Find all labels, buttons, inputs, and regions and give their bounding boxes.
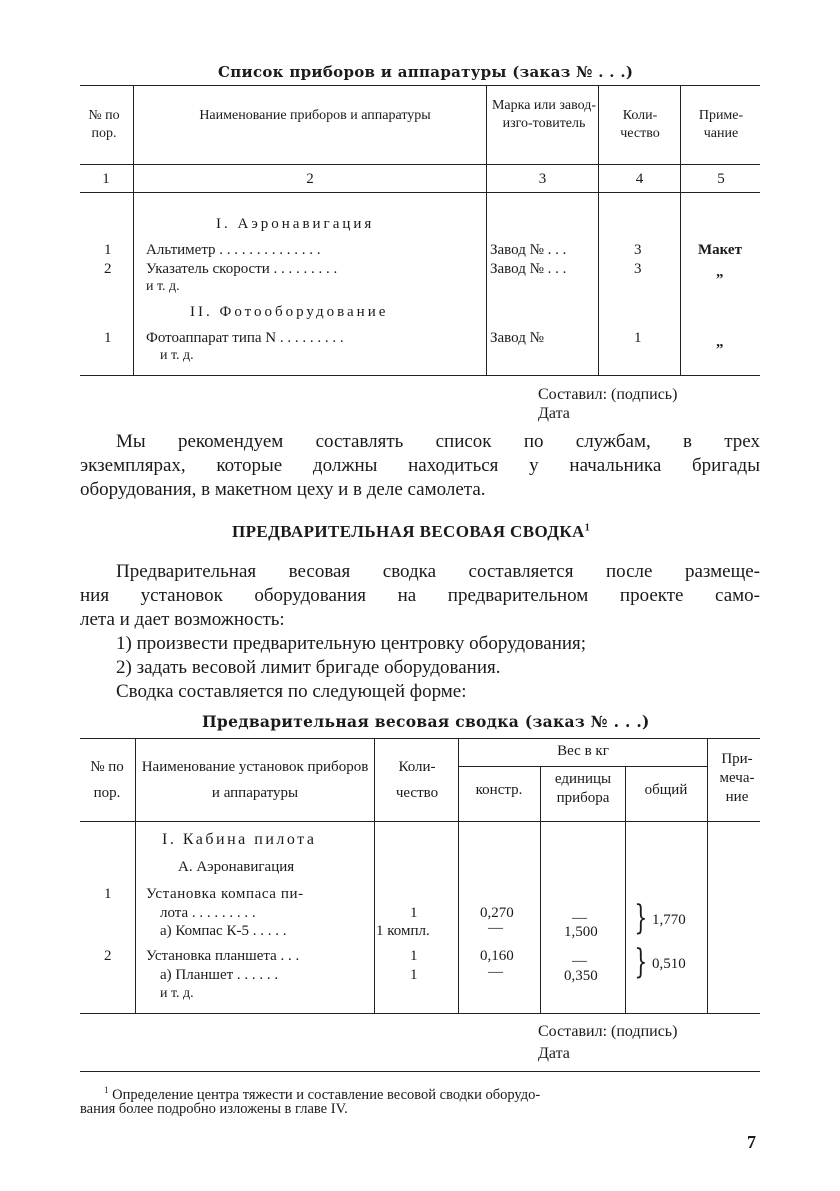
- heading-footnote-mark: 1: [584, 522, 591, 534]
- table2-header-qty: Коли-чество: [395, 759, 439, 801]
- table2-subsection: А. Аэронавигация: [178, 859, 295, 875]
- table2-r2-brace: }: [634, 942, 648, 982]
- table1-row2-note: „: [716, 264, 724, 280]
- table1-col-divider: [680, 85, 681, 375]
- table2-r1-num: 1: [104, 886, 112, 902]
- table1-row3-num: 1: [104, 330, 112, 346]
- table2-r2-total: 0,510: [652, 956, 686, 972]
- table2-r1-total: 1,770: [652, 912, 686, 928]
- table1-col-divider: [598, 85, 599, 375]
- footnote-line2: вания более подробно изложены в главе IV.: [80, 1101, 348, 1117]
- paragraph2-line5: 2) задать весовой лимит бригаде оборудования.: [116, 657, 501, 678]
- table1-header-name: Наименование приборов и аппаратуры: [199, 108, 431, 123]
- table1-colnum-2: 2: [306, 171, 314, 187]
- paragraph2-line4: 1) произвести предварительную центровку оборудования;: [116, 633, 587, 654]
- section-heading-text: ПРЕДВАРИТЕЛЬНАЯ ВЕСОВАЯ СВОДКА: [232, 522, 585, 541]
- table2-r1-unit-a: —: [572, 910, 587, 926]
- table2-header-num: № по пор.: [90, 759, 124, 801]
- table2-r2-constr-b: —: [488, 964, 503, 980]
- table1-row3-name: Фотоаппарат типа N . . . . . . . . .: [146, 330, 344, 346]
- table2-r2-name-b: а) Планшет . . . . . .: [160, 967, 279, 983]
- table1-row1-name: Альтиметр . . . . . . . . . . . . . .: [146, 242, 321, 258]
- table1-row2-num: 2: [104, 261, 112, 277]
- table2-header-rule: [80, 821, 760, 822]
- table2-header-name: Наименование установок приборов и аппаратуры: [141, 759, 369, 801]
- table1-row1-num: 1: [104, 242, 112, 258]
- table1-row3-maker: Завод №: [490, 330, 544, 346]
- table2-r2-constr-a: 0,160: [480, 948, 514, 964]
- table1-section-photo: II. Фотооборудование: [190, 304, 389, 320]
- section-heading: [232, 522, 590, 542]
- table2-r2-unit-a: —: [572, 953, 587, 969]
- table1-header-qty: Коли-чество: [620, 108, 660, 141]
- table2-compiled: Составил: (подпись): [538, 1023, 678, 1040]
- table2-r2-qty-a: 1: [410, 948, 418, 964]
- table2-date: Дата: [538, 1045, 570, 1062]
- table2-col-divider: [625, 766, 626, 1013]
- table2-r1-qty-a: 1: [410, 905, 418, 921]
- paragraph1-line2: экземплярах, которые должны находиться у начальника бригады: [80, 455, 760, 476]
- table1-date: Дата: [538, 405, 570, 422]
- table2-col-divider: [374, 738, 375, 1013]
- table1-header-rule: [80, 164, 760, 165]
- table2-r1-name-c: а) Компас К-5 . . . . .: [160, 923, 287, 939]
- table1-row3-qty: 1: [634, 330, 642, 346]
- table2-r1-qty-b: 1 компл.: [376, 923, 430, 939]
- footnote-mark: 1: [104, 1085, 109, 1095]
- table2-top-rule: [80, 738, 760, 739]
- table1-header-maker: Марка или завод-изго-товитель: [491, 98, 597, 131]
- table1-colnum-4: 4: [635, 171, 644, 187]
- table1-header-num: № по пор.: [88, 108, 120, 141]
- table1-col-divider: [486, 85, 487, 375]
- paragraph2-line6: Сводка составляется по следующей форме:: [116, 681, 467, 702]
- table2-r1-name-a: Установка компаса пи-: [146, 886, 304, 902]
- table2-r1-constr-a: 0,270: [480, 905, 514, 921]
- table1-numbers-rule: [80, 192, 760, 193]
- table2-header-weight: Вес в кг: [557, 743, 609, 759]
- footnote-rule: [80, 1071, 760, 1072]
- table2-r2-unit-b: 0,350: [564, 968, 598, 984]
- table2-col-divider: [540, 766, 541, 1013]
- table2-header-total: общий: [644, 782, 688, 798]
- table2-header-note: При-меча-ние: [719, 751, 755, 805]
- table1-row3-note: „: [716, 334, 724, 350]
- table1-bottom-rule: [80, 375, 760, 376]
- table1-row1-maker: Завод № . . .: [490, 242, 567, 258]
- table1-etc2: и т. д.: [160, 348, 194, 363]
- paragraph2-line1: Предварительная весовая сводка составляется после размеще-: [116, 561, 760, 582]
- table2-r1-constr-b: —: [488, 920, 503, 936]
- table2-col-divider: [135, 738, 136, 1013]
- table2-col-divider: [707, 738, 708, 1013]
- table1-colnum-3: 3: [538, 171, 547, 187]
- page-number: 7: [747, 1132, 756, 1152]
- table2-r2-etc: и т. д.: [160, 986, 194, 1001]
- table2-r1-name-b: лота . . . . . . . . .: [160, 905, 256, 921]
- table2-r2-name-a: Установка планшета . . .: [146, 948, 300, 964]
- table2-bottom-rule: [80, 1013, 760, 1014]
- table2-r1-unit-b: 1,500: [564, 924, 598, 940]
- table2-r2-num: 2: [104, 948, 112, 964]
- footnote-line1-text: Определение центра тяжести и составление весовой сводки оборудо-: [112, 1086, 541, 1103]
- table2-weight-subrule: [458, 766, 707, 767]
- table1-etc1: и т. д.: [146, 279, 180, 294]
- table1-colnum-1: 1: [102, 171, 110, 187]
- table1-row1-qty: 3: [634, 242, 642, 258]
- table2-r2-qty-b: 1: [410, 967, 418, 983]
- table1-row1-note: Макет: [698, 242, 742, 258]
- table1-caption: Список приборов и аппаратуры (заказ № . . .): [218, 63, 634, 81]
- table2-section: [162, 830, 316, 850]
- paragraph1-line3: оборудования, в макетном цеху и в деле самолета.: [80, 479, 486, 500]
- table1-compiled: Составил: (подпись): [538, 386, 678, 403]
- table1-header-note: Приме-чание: [698, 108, 744, 141]
- table1-top-rule: [80, 85, 760, 86]
- table1-colnum-5: 5: [717, 171, 725, 187]
- paragraph2-line2: ния установок оборудования на предварительном проекте само-: [80, 585, 760, 606]
- table1-row2-maker: Завод № . . .: [490, 261, 567, 277]
- table1-section-aeronav: I. Аэронавигация: [216, 216, 375, 232]
- table2-caption: Предварительная весовая сводка (заказ № . . .): [202, 712, 650, 731]
- table2-header-unit: единицы прибора: [554, 771, 612, 806]
- paragraph2-line3: лета и дает возможность:: [80, 609, 285, 630]
- table1-row2-name: Указатель скорости . . . . . . . . .: [146, 261, 338, 277]
- table2-section-text: I. Кабина пилота: [162, 831, 317, 848]
- table1-row2-qty: 3: [634, 261, 642, 277]
- table2-col-divider: [458, 738, 459, 1013]
- table2-r1-brace: }: [634, 898, 648, 938]
- paragraph1-line1: Мы рекомендуем составлять список по службам, в трех: [116, 431, 760, 452]
- table1-col-divider: [133, 85, 134, 375]
- table2-header-constr: констр.: [475, 782, 523, 798]
